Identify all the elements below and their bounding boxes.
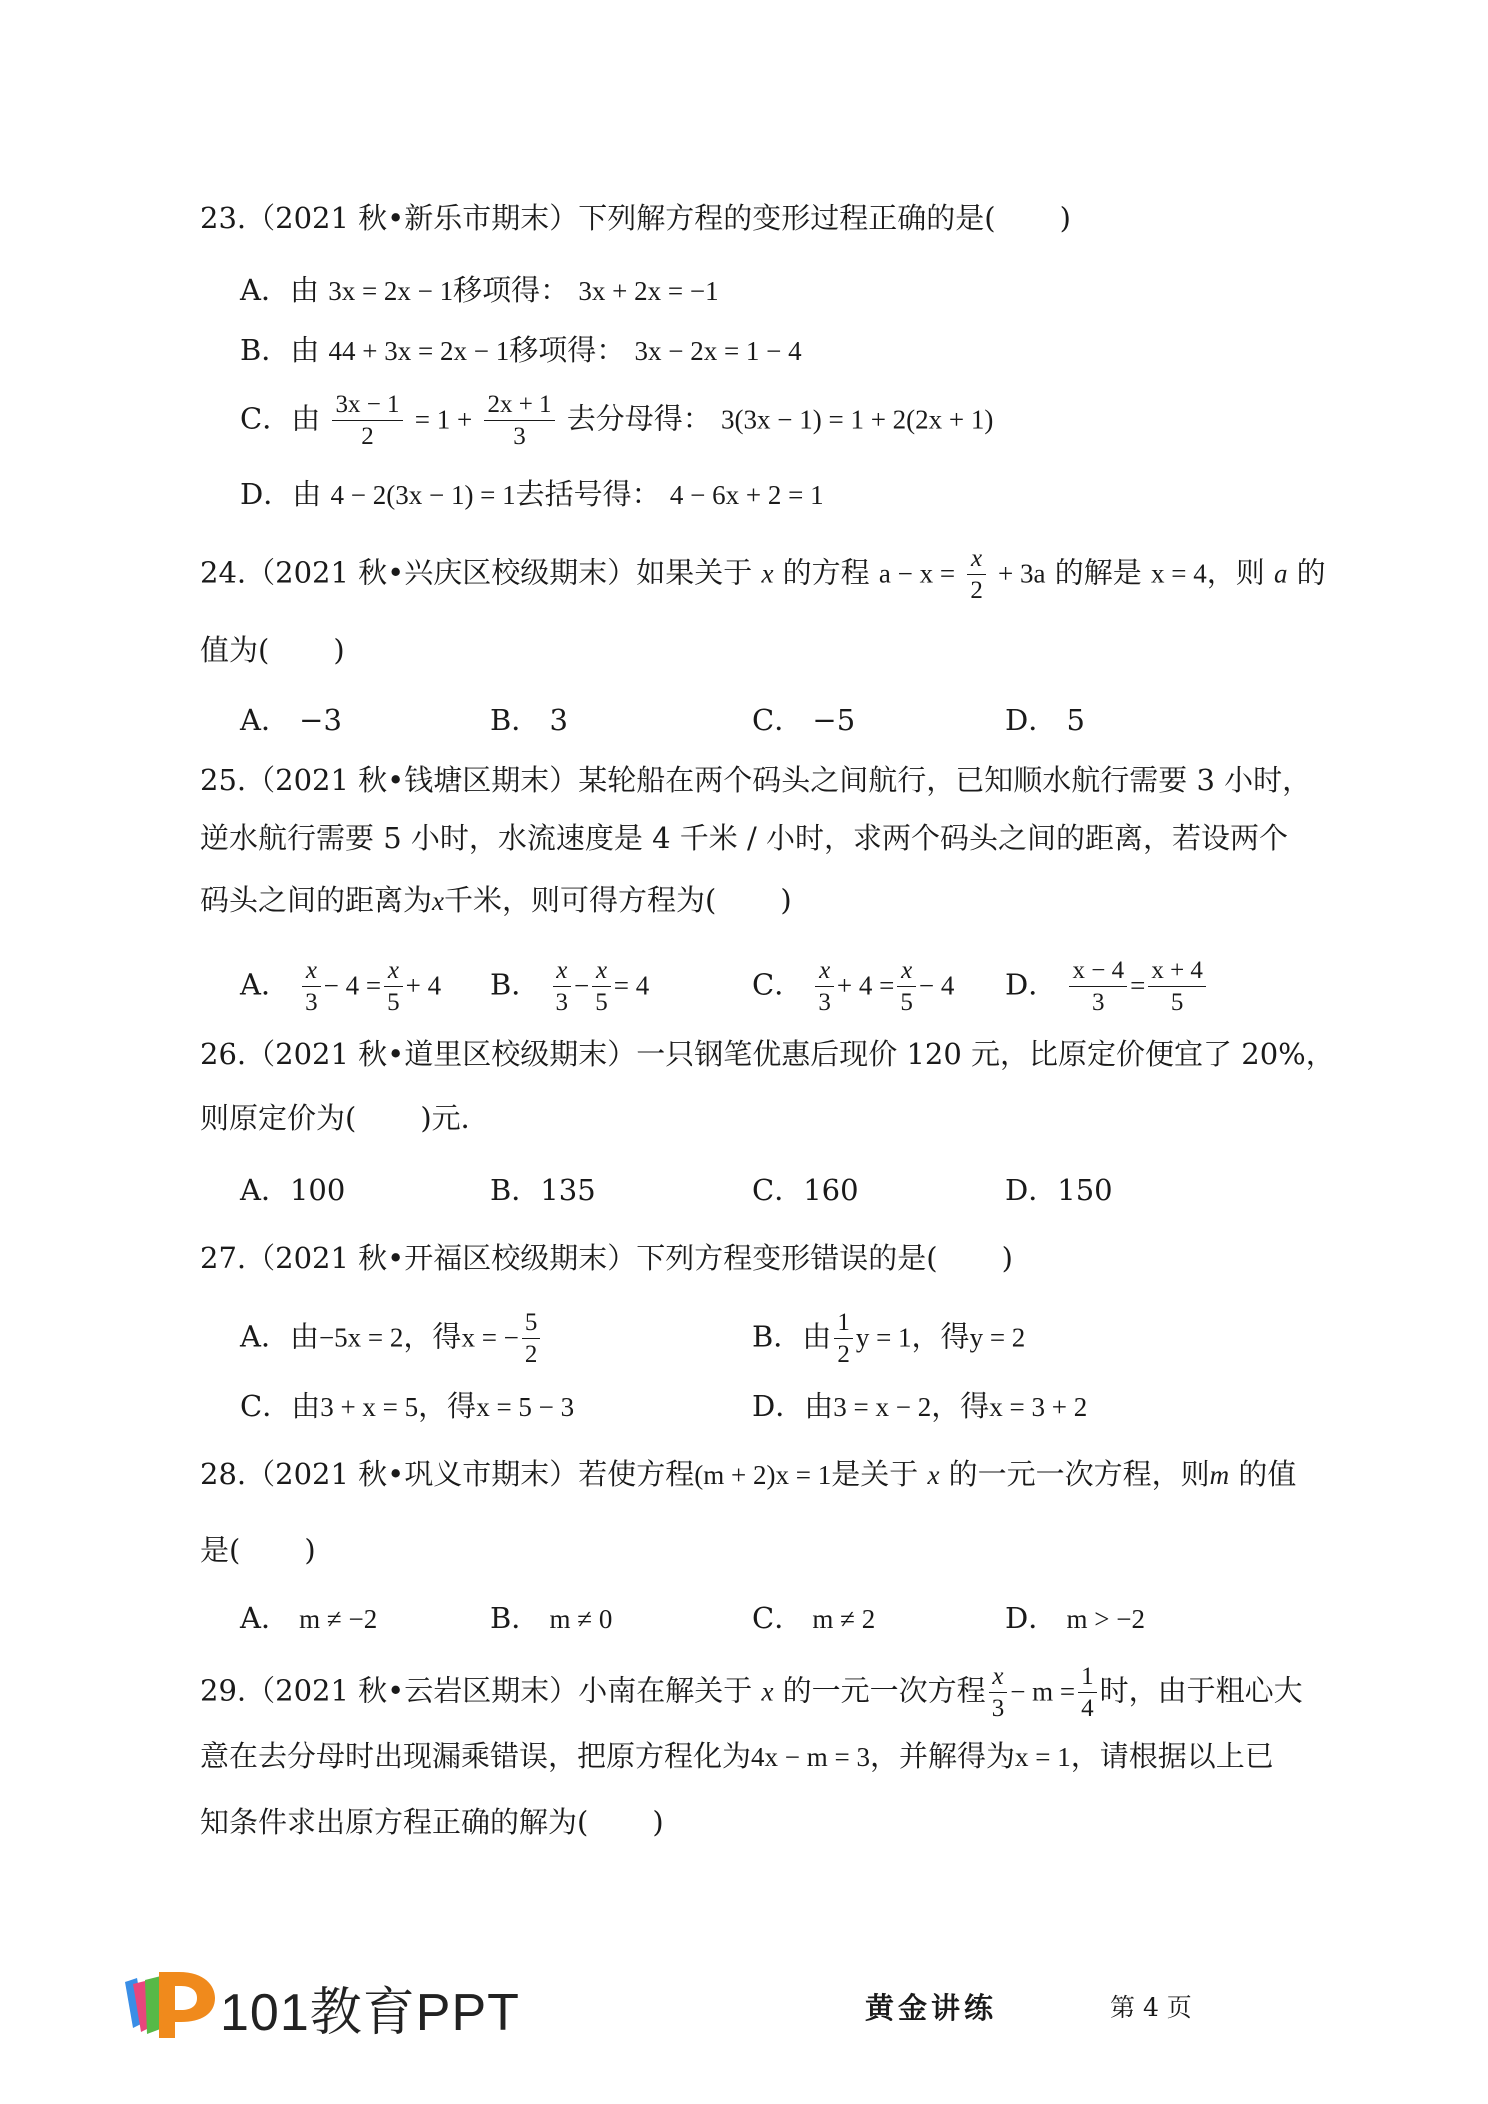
- q29-stem-line2: 意在去分母时出现漏乘错误，把原方程化为4x − m = 3，并解得为x = 1，请根据以上已: [200, 1739, 1274, 1773]
- q24-option-a[interactable]: A． −3: [240, 703, 342, 737]
- q23-option-d[interactable]: D．由 4 − 2(3x − 1) = 1去括号得： 4 − 6x + 2 = 1: [240, 477, 824, 511]
- q27-stem: 27.（2021 秋•开福区校级期末）下列方程变形错误的是( ): [200, 1241, 1013, 1275]
- fraction: $\frac{3x - 1}{2}$: [332, 392, 402, 449]
- q25-option-a[interactable]: A． $\frac{x}{3}$ − 4 = $\frac{x}{5}$ + 4: [240, 957, 442, 1016]
- q28-stem-line2: 是( ): [200, 1533, 316, 1567]
- q24-option-c[interactable]: C． −5: [752, 703, 856, 737]
- q27-option-a[interactable]: A．由−5x = 2，得x = − $\frac{5}{2}$: [240, 1310, 543, 1367]
- q27-option-b[interactable]: B．由 $\frac{1}{2}$ y = 1，得y = 2: [752, 1309, 1026, 1368]
- q26-stem: 26.（2021 秋•道里区校级期末）一只钢笔优惠后现价 120 元，比原定价便宜了 20%，: [200, 1037, 1335, 1071]
- q28-option-d[interactable]: D． m > −2: [1005, 1601, 1145, 1635]
- q23-stem: 23.（2021 秋•新乐市期末）下列解方程的变形过程正确的是( ): [200, 201, 1071, 235]
- q23-option-a[interactable]: A．由 3x = 2x − 1移项得： 3x + 2x = −1: [240, 273, 719, 307]
- q29-stem-line3: 知条件求出原方程正确的解为( ): [200, 1805, 664, 1839]
- page-number: 第 4 页: [1110, 1993, 1192, 2022]
- footer-label: 黄金讲练: [865, 1991, 998, 2025]
- fraction: $\frac{2x + 1}{3}$: [484, 392, 554, 449]
- q24-stem-line2: 值为( ): [200, 633, 345, 667]
- q29-stem: 29.（2021 秋•云岩区期末）小南在解关于 x 的一元一次方程 $\frac{x}{3}$ − m = $\frac{1}{4}$ 时，由于粗心大: [200, 1663, 1303, 1722]
- q27-option-d[interactable]: D．由3 = x − 2，得x = 3 + 2: [752, 1389, 1088, 1423]
- brand-name: 101教育PPT: [220, 1984, 520, 2042]
- q25-option-c[interactable]: C． $\frac{x}{3}$ + 4 = $\frac{x}{5}$ − 4: [752, 957, 955, 1016]
- q26-option-c[interactable]: C．160: [752, 1173, 859, 1207]
- q25-stem-line2: 逆水航行需要 5 小时，水流速度是 4 千米 / 小时，求两个码头之间的距离，若设两个: [200, 821, 1288, 855]
- q26-stem-line2: 则原定价为( )元．: [200, 1101, 490, 1135]
- q23-option-c[interactable]: C．由 $\frac{3x - 1}{2}$ = 1 + $\frac{2x + 1}{3}$ 去分母得： 3(3x − 1) = 1 + 2(2x + 1): [240, 391, 994, 450]
- q25-stem-line3: 码头之间的距离为x千米，则可得方程为( ): [200, 883, 792, 917]
- q26-option-b[interactable]: B．135: [490, 1173, 596, 1207]
- q28-stem: 28.（2021 秋•巩义市期末）若使方程(m + 2)x = 1是关于 x 的一元一次方程，则m 的值: [200, 1457, 1297, 1491]
- q27-option-c[interactable]: C．由3 + x = 5，得x = 5 − 3: [240, 1389, 575, 1423]
- fraction: $\frac{x}{2}$: [967, 546, 986, 603]
- q24-stem: 24.（2021 秋•兴庆区校级期末）如果关于 x 的方程 a − x = $\frac{x}{2}$ + 3a 的解是 x = 4，则 a 的: [200, 545, 1326, 604]
- q26-option-a[interactable]: A．100: [240, 1173, 346, 1207]
- q25-option-d[interactable]: D． $\frac{x - 4}{3}$ = $\frac{x + 4}{5}$: [1005, 958, 1209, 1015]
- q28-option-b[interactable]: B． m ≠ 0: [490, 1601, 613, 1635]
- q28-option-a[interactable]: A． m ≠ −2: [240, 1601, 378, 1635]
- q24-option-d[interactable]: D． 5: [1005, 703, 1085, 737]
- q25-option-b[interactable]: B． $\frac{x}{3}$ − $\frac{x}{5}$ = 4: [490, 957, 650, 1016]
- q26-option-d[interactable]: D．150: [1005, 1173, 1113, 1207]
- q23-option-b[interactable]: B．由 44 + 3x = 2x − 1移项得： 3x − 2x = 1 − 4: [240, 333, 802, 367]
- q28-option-c[interactable]: C． m ≠ 2: [752, 1601, 876, 1635]
- q24-option-b[interactable]: B． 3: [490, 703, 568, 737]
- q25-stem: 25.（2021 秋•钱塘区期末）某轮船在两个码头之间航行，已知顺水航行需要 3 小时，: [200, 763, 1312, 797]
